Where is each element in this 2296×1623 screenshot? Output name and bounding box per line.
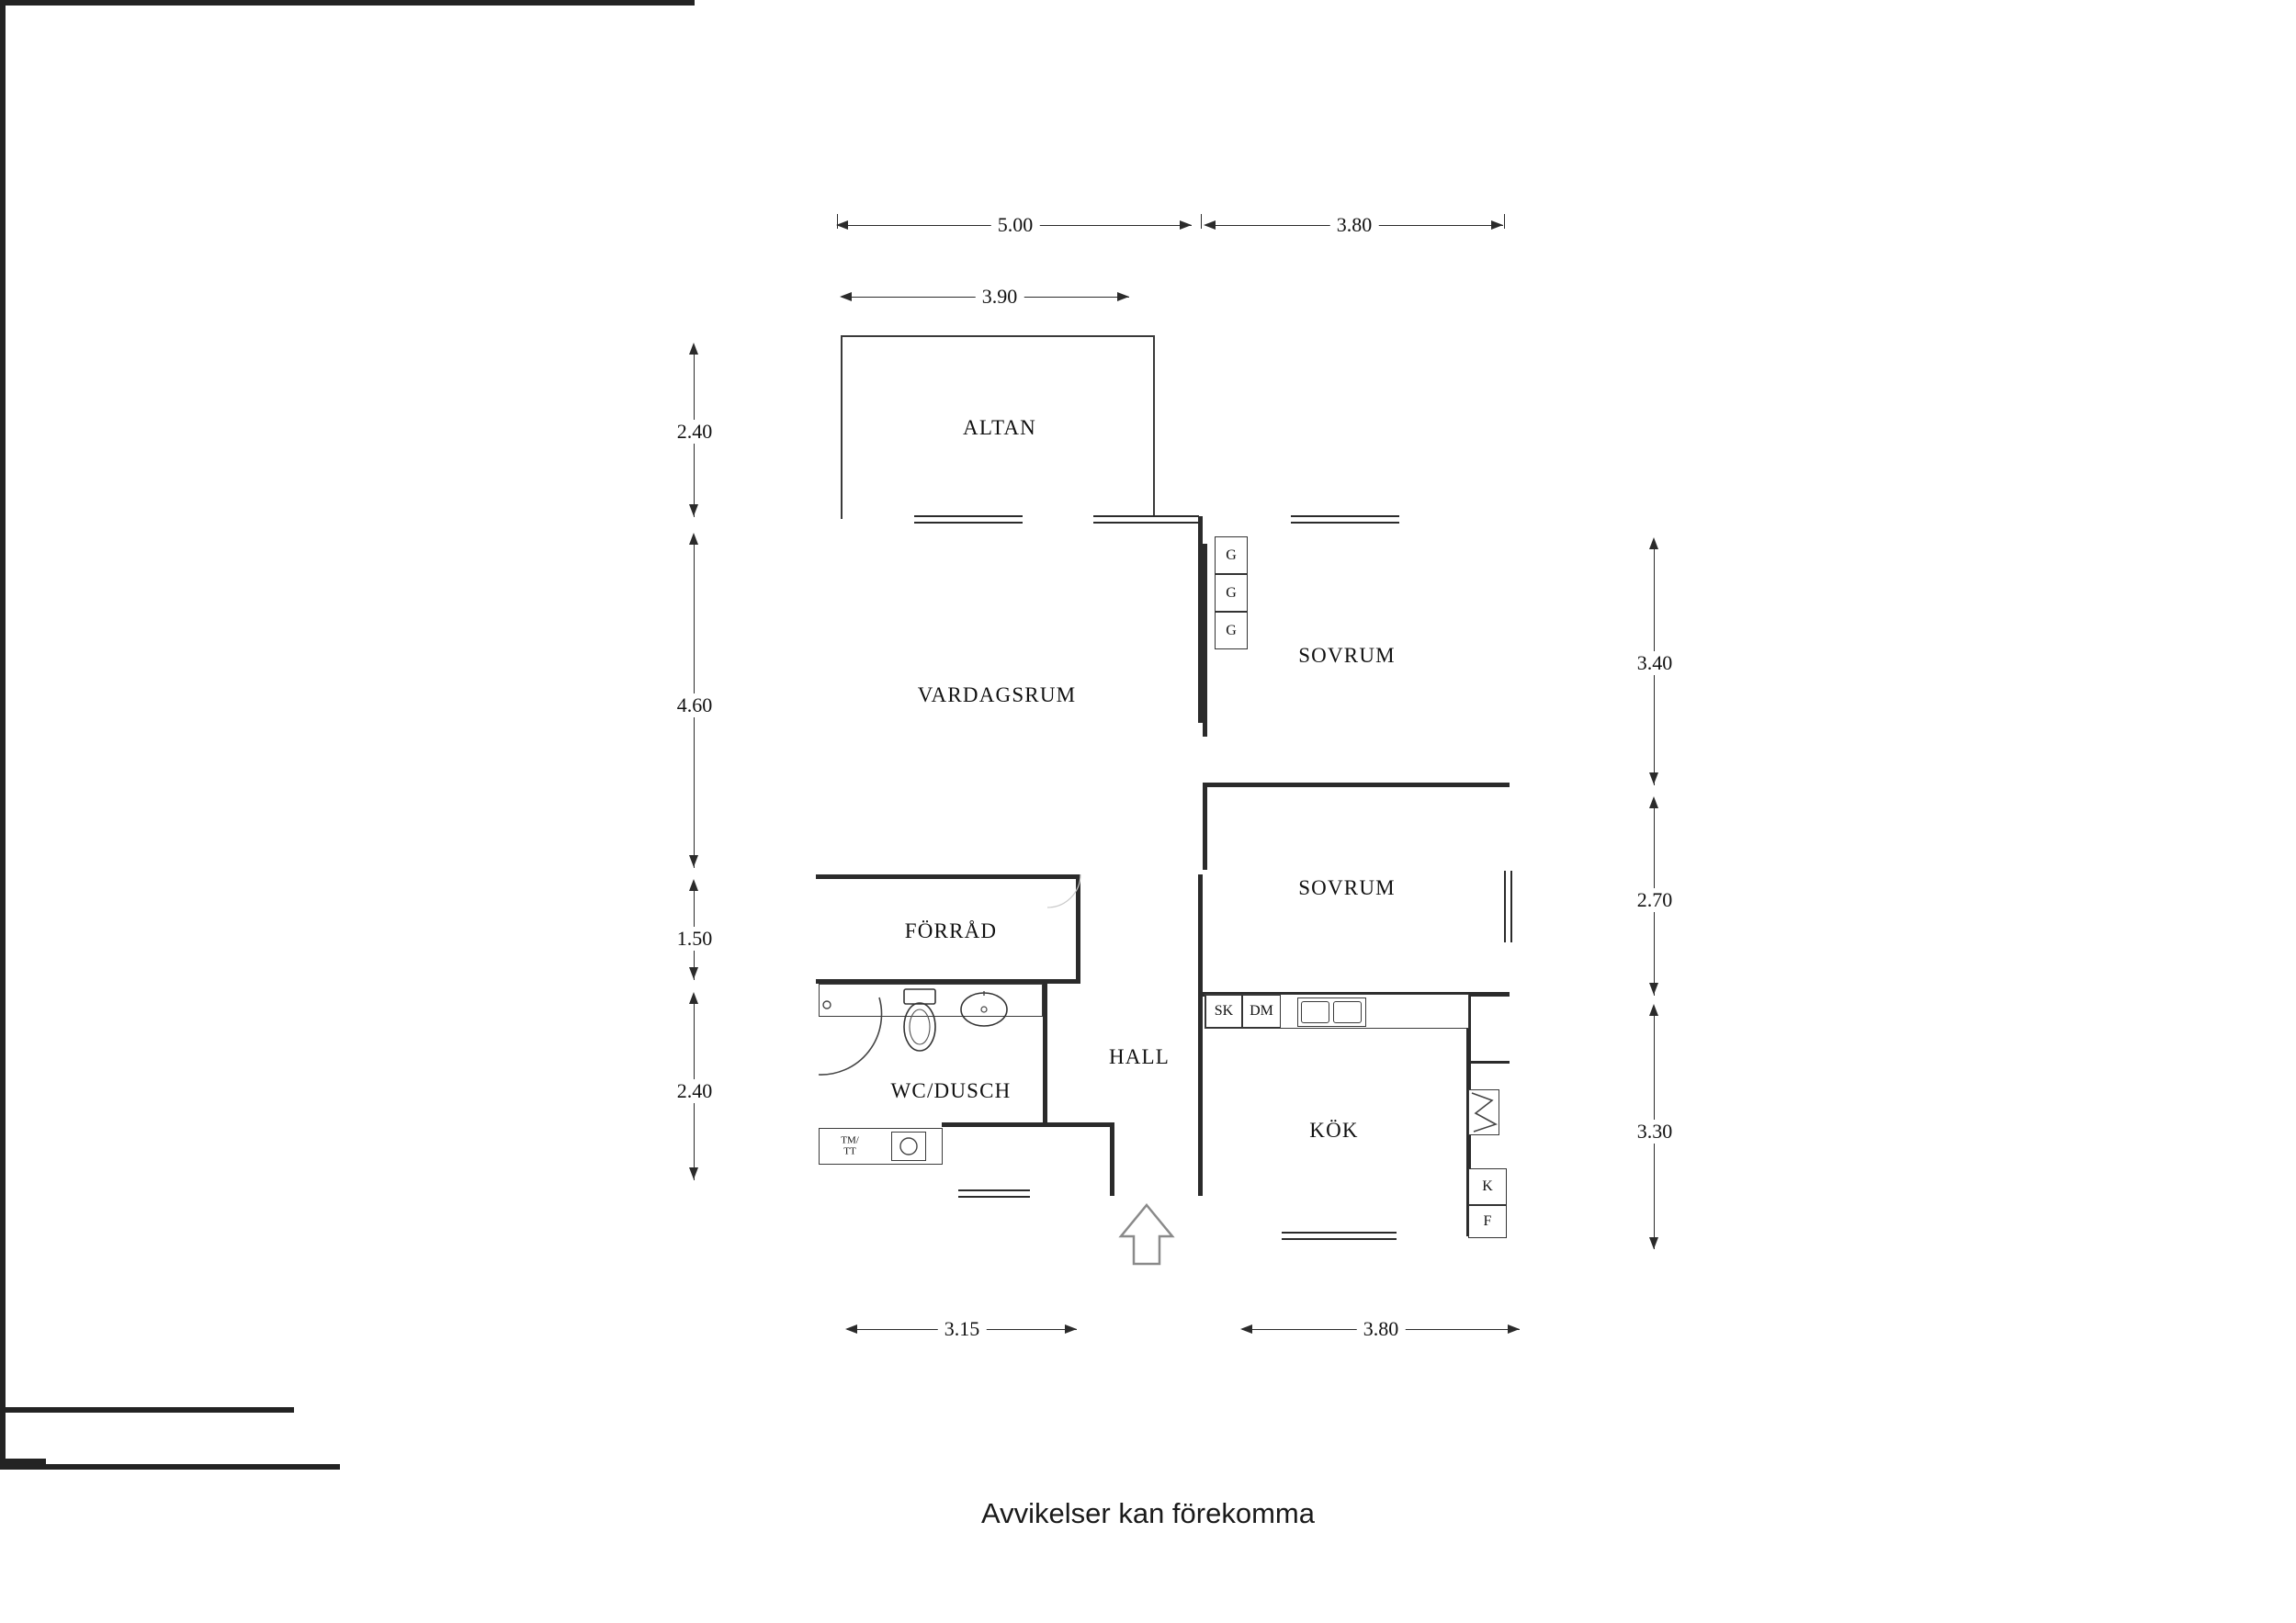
dim-arrow-left-altan-top [689, 343, 698, 355]
wall-wc-bottom-inner [942, 1122, 1047, 1127]
wall-sovrum2-left-upper [1203, 783, 1207, 870]
wall-wc-right [1043, 984, 1047, 1126]
dim-arrow-top-right-end [1491, 220, 1503, 230]
room-label-kok: KÖK [1309, 1119, 1359, 1142]
room-label-sovrum-2: SOVRUM [1298, 876, 1396, 899]
sink-bowl-right [1333, 1001, 1362, 1023]
wall-forrad-top [816, 874, 1080, 879]
dim-arrow-top-left-end [1180, 220, 1192, 230]
outer-wall-bottom-right [0, 1464, 340, 1470]
dim-right-kok-value: 3.30 [1631, 1120, 1680, 1144]
window-sovrum1-top [1291, 515, 1399, 524]
room-label-wcdusch: WC/DUSCH [890, 1079, 1012, 1102]
dim-arrow-right-kok-top [1649, 1004, 1658, 1016]
window-kok-bottom [1282, 1232, 1397, 1240]
fridge-f: F [1468, 1205, 1507, 1238]
dim-arrow-right-s2-top [1649, 796, 1658, 808]
shower-icon [819, 994, 883, 1076]
dim-arrow-top-right-start [1204, 220, 1216, 230]
dim-arrow-right-kok-bot [1649, 1237, 1658, 1249]
dim-arrow-bot-right-start [1240, 1324, 1252, 1334]
wardrobe-box-3: G [1215, 612, 1248, 649]
dim-arrow-altan-end [1117, 292, 1129, 301]
washbasin-icon [959, 988, 1009, 1029]
outer-wall-bottom-left [0, 1407, 294, 1413]
wall-kok-counter-break [1466, 1061, 1510, 1064]
room-label-sovrum-1: SOVRUM [1298, 644, 1396, 667]
altan-wall-left [841, 335, 843, 519]
dim-top-left-value: 5.00 [991, 213, 1040, 237]
dim-arrow-bot-right-end [1508, 1324, 1520, 1334]
toilet-icon [899, 988, 941, 1056]
stove-icon [1468, 1089, 1499, 1135]
washing-machine-icon [891, 1132, 926, 1161]
dim-arrow-right-s1-top [1649, 537, 1658, 549]
room-label-hall: HALL [1108, 1045, 1171, 1068]
window-balcony-door [1093, 515, 1199, 524]
dim-arrow-bot-left-start [845, 1324, 857, 1334]
altan-wall-right [1153, 335, 1155, 519]
entrance-arrow-icon [1112, 1203, 1185, 1268]
window-vardagsrum-top [914, 515, 1023, 524]
dim-left-altan-value: 2.40 [671, 420, 719, 444]
dim-altan-width-value: 3.90 [976, 285, 1024, 309]
dim-arrow-left-wc-top [689, 992, 698, 1004]
dim-top-right-value: 3.80 [1330, 213, 1379, 237]
outer-wall-top [0, 0, 695, 6]
dim-arrow-left-forrad-bot [689, 967, 698, 979]
dim-tick-top-a [837, 214, 838, 229]
dim-left-wc-value: 2.40 [671, 1079, 719, 1103]
dim-arrow-left-altan-bot [689, 504, 698, 516]
disclaimer-caption: Avvikelser kan förekomma [981, 1497, 1315, 1529]
dim-right-sovrum1-value: 3.40 [1631, 651, 1680, 675]
outer-wall-step-vertical [0, 1413, 6, 1459]
wardrobe-box-2: G [1215, 574, 1248, 612]
oven-k: K [1468, 1168, 1507, 1205]
dim-arrow-altan-start [840, 292, 852, 301]
outer-wall-right [0, 685, 6, 1407]
dim-arrow-right-s2-bot [1649, 983, 1658, 995]
dim-right-sovrum2-value: 2.70 [1631, 888, 1680, 912]
wall-hall-kok [1198, 874, 1203, 1196]
washer-label: TM/ TT [841, 1134, 859, 1156]
dim-arrow-left-vard-bot [689, 855, 698, 867]
dim-bottom-left-value: 3.15 [938, 1317, 987, 1341]
room-label-forrad: FÖRRÅD [904, 919, 998, 942]
room-label-vardagsrum: VARDAGSRUM [917, 683, 1077, 706]
wall-sovrum-divider [1203, 783, 1510, 787]
door-forrad-icon [1047, 874, 1084, 911]
wardrobe-box-1: G [1215, 536, 1248, 574]
dim-left-vardagsrum-value: 4.60 [671, 693, 719, 717]
wall-wardrobe-bank [1203, 544, 1207, 737]
wall-hall-bottom [1043, 1122, 1114, 1127]
altan-wall-top [841, 335, 1155, 337]
window-wc-bottom [958, 1189, 1030, 1198]
window-sovrum2-right [1504, 871, 1512, 942]
dim-tick-top-c [1504, 214, 1505, 229]
outer-wall-left [0, 6, 6, 685]
sink-bowl-left [1301, 1001, 1329, 1023]
dim-bottom-right-value: 3.80 [1357, 1317, 1406, 1341]
wall-hall-entry-right [1110, 1122, 1114, 1196]
dishwasher-dm: DM [1242, 995, 1281, 1028]
dim-arrow-left-wc-bot [689, 1167, 698, 1179]
dim-arrow-left-forrad-top [689, 879, 698, 891]
dim-tick-top-b [1201, 214, 1202, 229]
dim-arrow-right-s1-bot [1649, 772, 1658, 784]
dim-left-forrad-value: 1.50 [671, 927, 719, 951]
room-label-altan: ALTAN [963, 416, 1036, 439]
dim-arrow-bot-left-end [1065, 1324, 1077, 1334]
dim-arrow-left-vard-top [689, 533, 698, 545]
cabinet-sk: SK [1205, 995, 1242, 1028]
